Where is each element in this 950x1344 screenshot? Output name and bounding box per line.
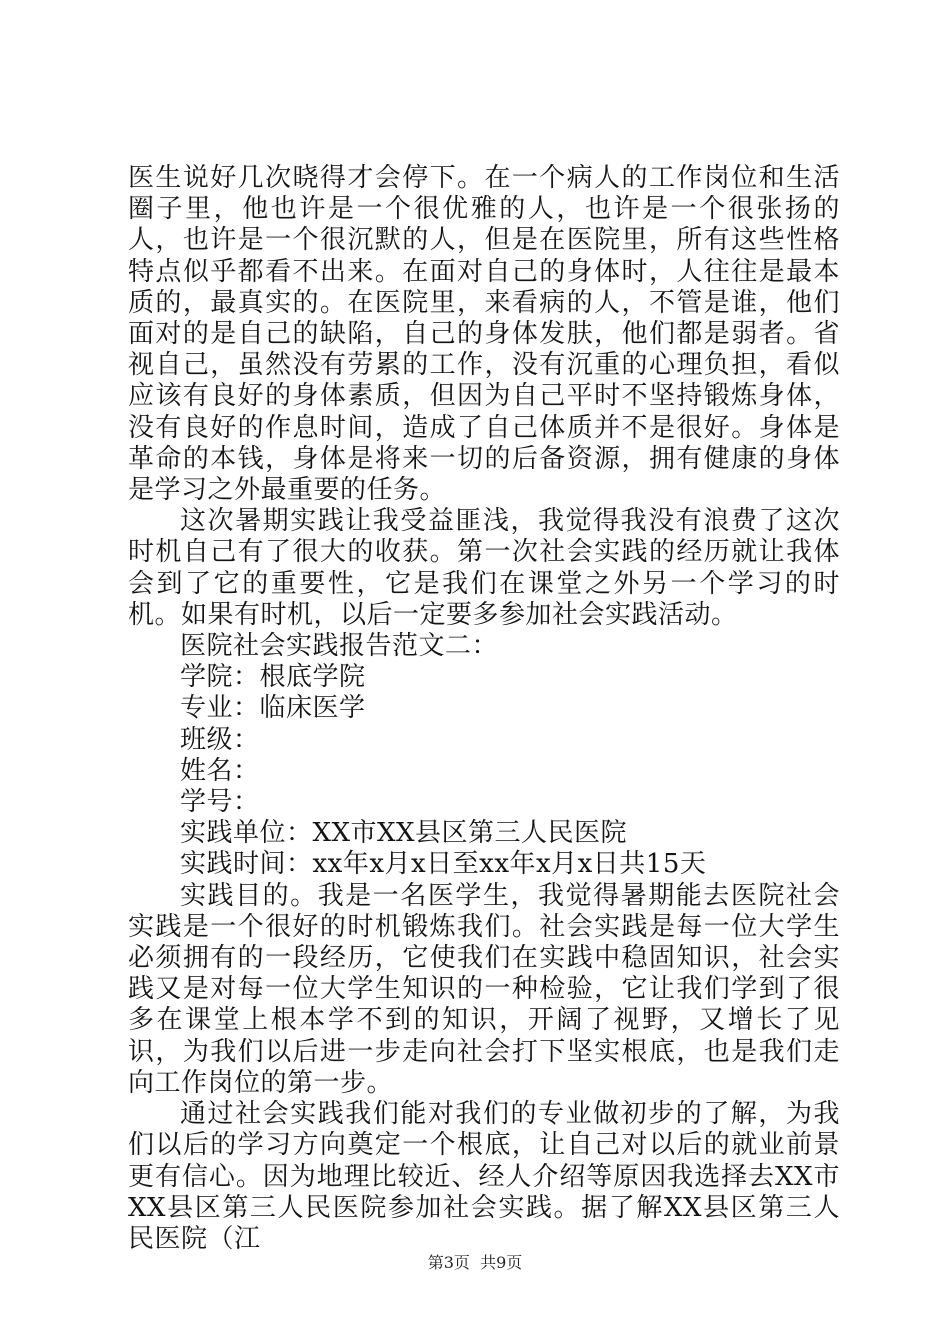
paragraph-2: 这次暑期实践让我受益匪浅，我觉得我没有浪费了这次时机自己有了很大的收获。第一次社会实践的经历就让我体会到了它的重要性，它是我们在课堂之外另一个学习的时机。如果有时机，以后一定要多参加社会实践活动。: [128, 506, 840, 630]
report-title-line: 医院社会实践报告范文二：: [180, 631, 499, 662]
practice-unit-field: 实践单位：XX市XX县区第三人民医院: [180, 818, 628, 849]
student-id-field: 学号：: [180, 787, 260, 818]
paragraph-4: 通过社会实践我们能对我们的专业做初步的了解，为我们以后的学习方向奠定一个根底，让自己对以后的就业前景更有信心。因为地理比较近、经人介绍等原因我选择去XX市XX县区第三人民医院参加社会实践。据了解XX县区第三人民医院（江: [128, 1099, 840, 1254]
college-field: 学院：根底学院: [180, 662, 366, 693]
paragraph-1: 医生说好几次晓得才会停下。在一个病人的工作岗位和生活圈子里，他也许是一个很优雅的人，也许是一个很张扬的人，也许是一个很沉默的人，但是在医院里，所有这些性格特点似乎都看不出来。在面对自己的身体时，人往往是最本质的，最真实的。在医院里，来看病的人，不管是谁，他们面对的是自己的缺陷，自己的身体发肤，他们都是弱者。省视自己，虽然没有劳累的工作，没有沉重的心理负担，看似应该有良好的身体素质，但因为自己平时不坚持锻炼身体，没有良好的作息时间，造成了自己体质并不是很好。身体是革命的本钱，身体是将来一切的后备资源，拥有健康的身体是学习之外最重要的任务。: [128, 163, 840, 506]
page-footer: [0, 1250, 950, 1273]
practice-time-field: 实践时间：xx年x月x日至xx年x月x日共15天: [180, 849, 707, 880]
paragraph-3: 实践目的。我是一名医学生，我觉得暑期能去医院社会实践是一个很好的时机锻炼我们。社会实践是每一位大学生必须拥有的一段经历，它使我们在实践中稳固知识，社会实践又是对每一位大学生知识的一种检验，它让我们学到了很多在课堂上根本学不到的知识，开阔了视野，又增长了见识，为我们以后进一步走向社会打下坚实根底，也是我们走向工作岗位的第一步。: [128, 880, 840, 1098]
name-field: 姓名：: [180, 755, 260, 786]
document-body: [128, 163, 840, 1255]
page-number-label: 第3页 共9页: [427, 1253, 523, 1272]
major-field: 专业：临床医学: [180, 693, 366, 724]
class-field: 班级：: [180, 724, 260, 755]
